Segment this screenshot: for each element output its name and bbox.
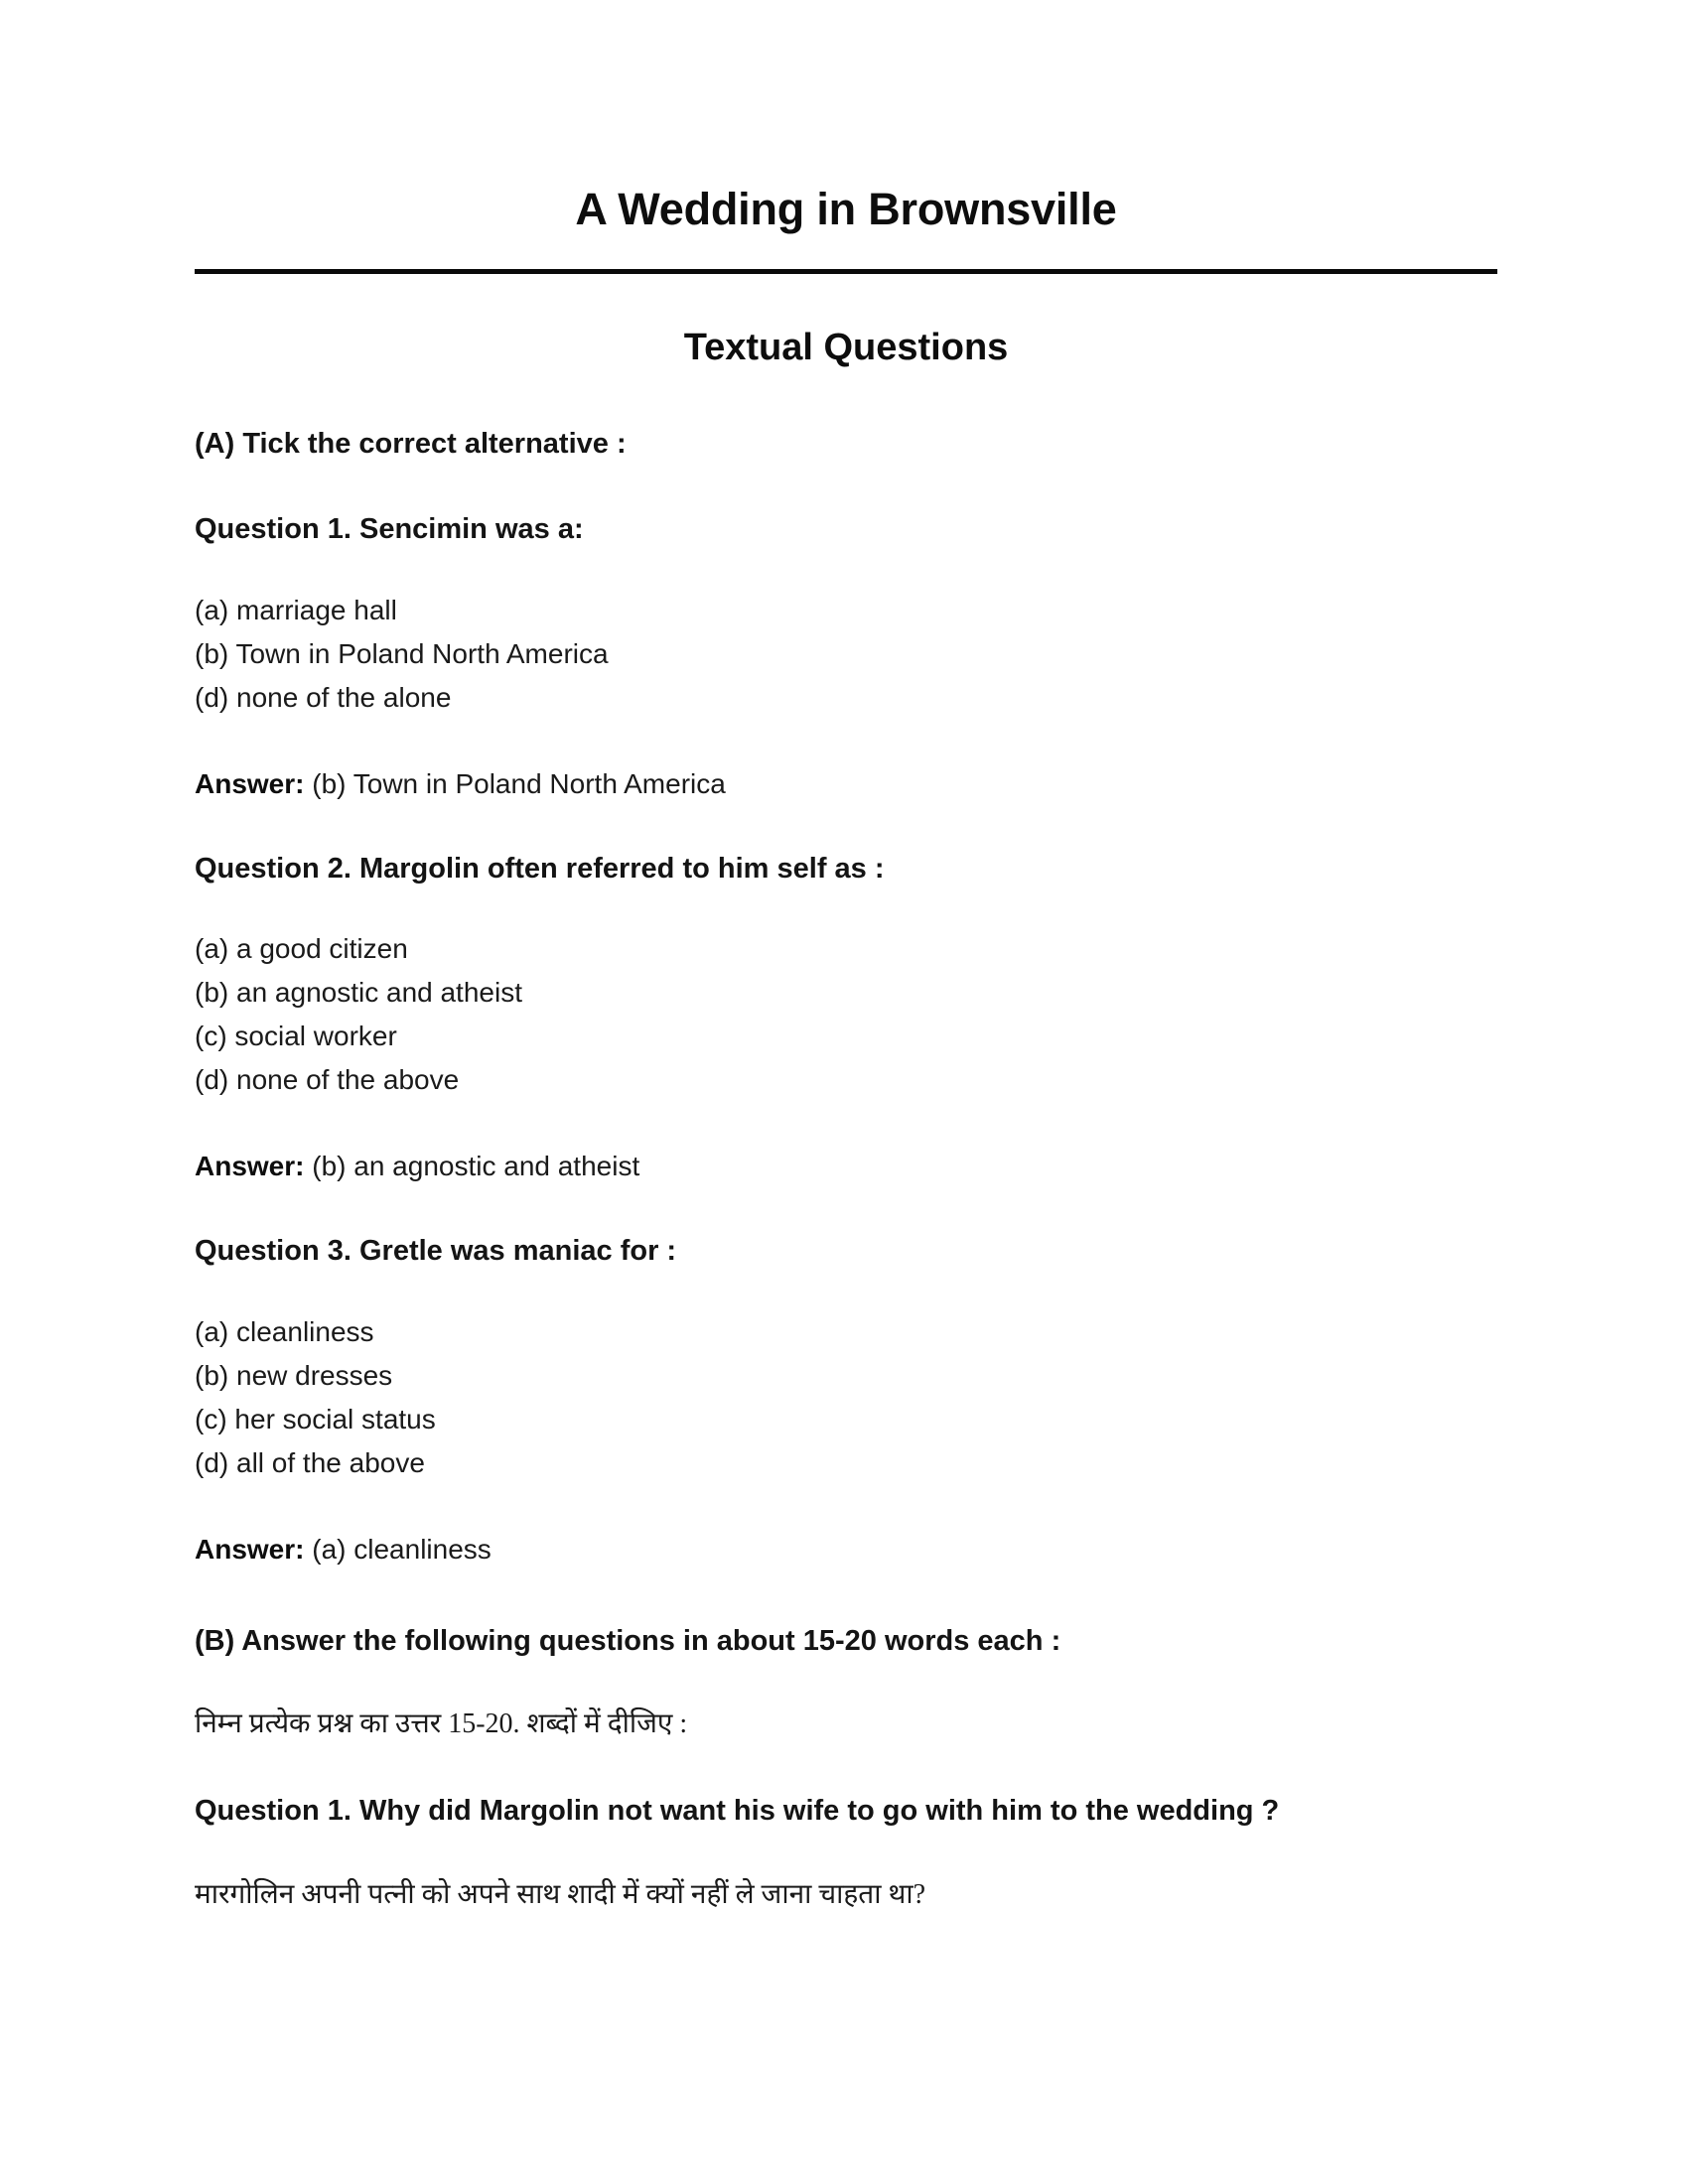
option-item: (c) social worker [195, 1021, 397, 1052]
answer-value: (b) an agnostic and atheist [312, 1151, 640, 1182]
option-item: (d) none of the above [195, 1064, 460, 1096]
document-content [195, 0, 1497, 1916]
part-a-question-1-answer [195, 765, 1497, 803]
part-a-question-2-options [195, 927, 1497, 1102]
option-item: (b) Town in Poland North America [195, 637, 609, 669]
part-a-question-2-answer [195, 1148, 1497, 1185]
answer-label: Answer: [195, 1151, 305, 1182]
option-item: (b) new dresses [195, 1359, 393, 1391]
option-item: (c) her social status [195, 1403, 436, 1434]
part-a-question-3-heading: Question 3. Gretle was maniac for : [195, 1235, 677, 1267]
option-item: (b) an agnostic and atheist [195, 977, 522, 1009]
part-b-heading: (B) Answer the following questions in about 15-20 words each : [195, 1625, 1061, 1658]
part-b-heading-hindi: निम्न प्रत्येक प्रश्न का उत्तर 15-20. शब्दों में दीजिए : [195, 1708, 688, 1740]
answer-value: (a) cleanliness [312, 1533, 492, 1565]
page-title: A Wedding in Brownsville [575, 184, 1117, 234]
answer-value: (b) Town in Poland North America [312, 767, 726, 799]
section-heading-textual-questions: Textual Questions [683, 326, 1009, 368]
part-a-question-2-heading: Question 2. Margolin often referred to him self as : [195, 852, 885, 885]
answer-label: Answer: [195, 1533, 305, 1565]
part-b-question-1-heading: Question 1. Why did Margolin not want his wife to go with him to the wedding ? [195, 1794, 1280, 1827]
option-item: (d) none of the alone [195, 681, 452, 713]
option-item: (a) cleanliness [195, 1315, 374, 1347]
part-a-question-3-answer [195, 1531, 1497, 1569]
part-a-heading: (A) Tick the correct alternative : [195, 428, 627, 461]
option-item: (a) marriage hall [195, 594, 397, 625]
option-item: (d) all of the above [195, 1446, 425, 1478]
part-a-question-1-options [195, 589, 1497, 720]
answer-label: Answer: [195, 767, 305, 799]
part-a-question-1-heading: Question 1. Sencimin was a: [195, 513, 584, 546]
part-b-question-1-heading-hindi: मारगोलिन अपनी पत्नी को अपने साथ शादी में क्यों नहीं ले जाना चाहता था? [195, 1879, 926, 1911]
part-a-question-3-options [195, 1310, 1497, 1485]
option-item: (a) a good citizen [195, 933, 408, 965]
